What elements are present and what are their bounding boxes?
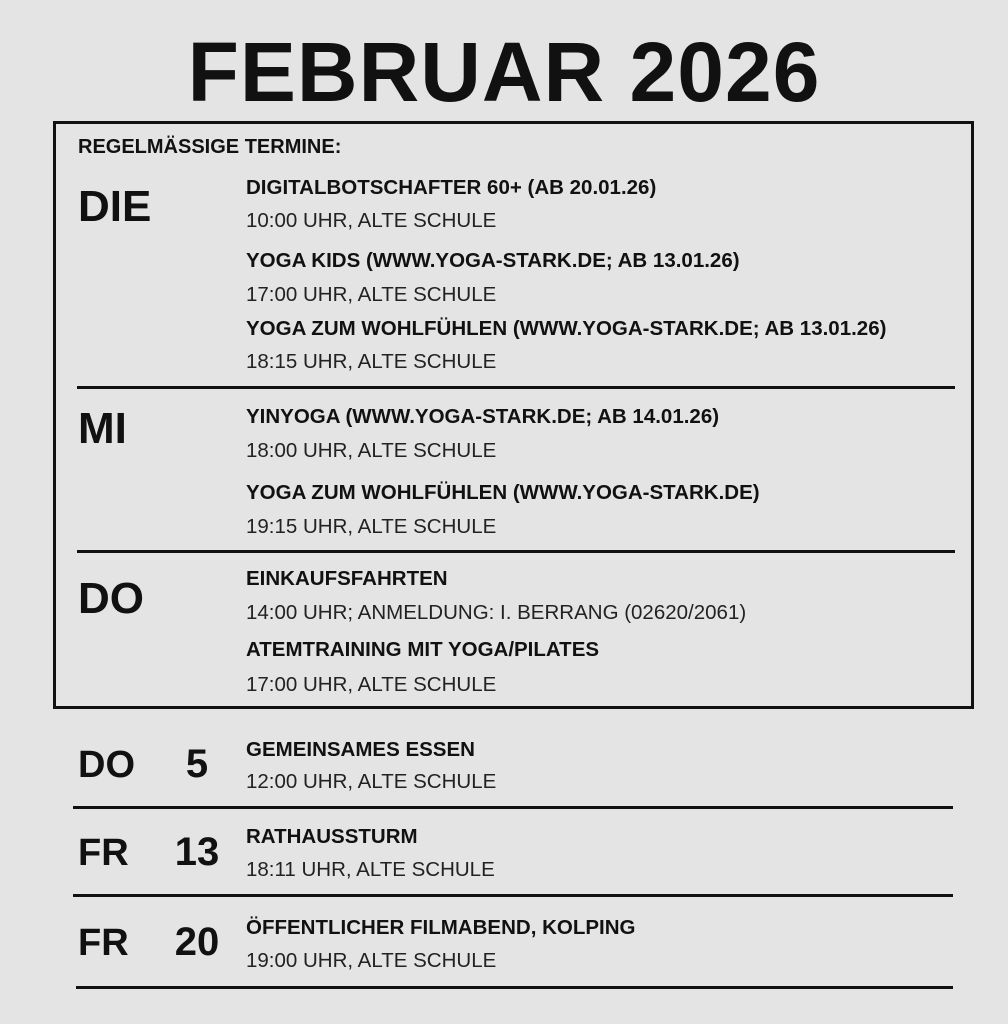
event-detail: 19:15 UHR, ALTE SCHULE bbox=[246, 515, 497, 538]
divider bbox=[73, 806, 953, 809]
day-label-do: DO bbox=[78, 574, 144, 623]
event-detail: 10:00 UHR, ALTE SCHULE bbox=[246, 209, 497, 232]
event-title: YOGA ZUM WOHLFÜHLEN (WWW.YOGA-STARK.DE) bbox=[246, 481, 760, 504]
event-detail: 18:15 UHR, ALTE SCHULE bbox=[246, 350, 497, 373]
event-title: GEMEINSAMES ESSEN bbox=[246, 738, 475, 761]
event-detail: 19:00 UHR, ALTE SCHULE bbox=[246, 949, 497, 972]
dated-day-label: DO bbox=[78, 744, 135, 786]
day-label-mi: MI bbox=[78, 404, 127, 453]
event-detail: 17:00 UHR, ALTE SCHULE bbox=[246, 283, 497, 306]
regular-events-label: REGELMÄSSIGE TERMINE: bbox=[78, 136, 342, 158]
event-detail: 18:00 UHR, ALTE SCHULE bbox=[246, 439, 497, 462]
divider bbox=[76, 986, 953, 989]
event-detail: 12:00 UHR, ALTE SCHULE bbox=[246, 770, 497, 793]
dated-date-number: 20 bbox=[174, 920, 220, 964]
event-title: ÖFFENTLICHER FILMABEND, KOLPING bbox=[246, 916, 636, 939]
event-detail: 18:11 UHR, ALTE SCHULE bbox=[246, 858, 495, 881]
dated-day-label: FR bbox=[78, 832, 129, 874]
event-title: EINKAUFSFAHRTEN bbox=[246, 567, 448, 590]
event-title: DIGITALBOTSCHAFTER 60+ (AB 20.01.26) bbox=[246, 176, 657, 199]
event-detail: 14:00 UHR; ANMELDUNG: I. BERRANG (02620/2061) bbox=[246, 601, 747, 624]
event-title: YOGA KIDS (WWW.YOGA-STARK.DE; AB 13.01.26) bbox=[246, 249, 740, 272]
dated-date-number: 5 bbox=[185, 742, 209, 786]
divider bbox=[73, 894, 953, 897]
page-title: FEBRUAR 2026 bbox=[187, 25, 821, 119]
dated-date-number: 13 bbox=[174, 830, 220, 874]
event-title: YOGA ZUM WOHLFÜHLEN (WWW.YOGA-STARK.DE; AB 13.01.26) bbox=[246, 317, 887, 340]
event-title: YINYOGA (WWW.YOGA-STARK.DE; AB 14.01.26) bbox=[246, 405, 720, 428]
event-title: ATEMTRAINING MIT YOGA/PILATES bbox=[246, 638, 600, 661]
day-label-die: DIE bbox=[78, 182, 152, 231]
dated-day-label: FR bbox=[78, 922, 129, 964]
divider bbox=[77, 550, 955, 553]
event-title: RATHAUSSTURM bbox=[246, 825, 418, 848]
event-detail: 17:00 UHR, ALTE SCHULE bbox=[246, 673, 497, 696]
divider bbox=[77, 386, 955, 389]
